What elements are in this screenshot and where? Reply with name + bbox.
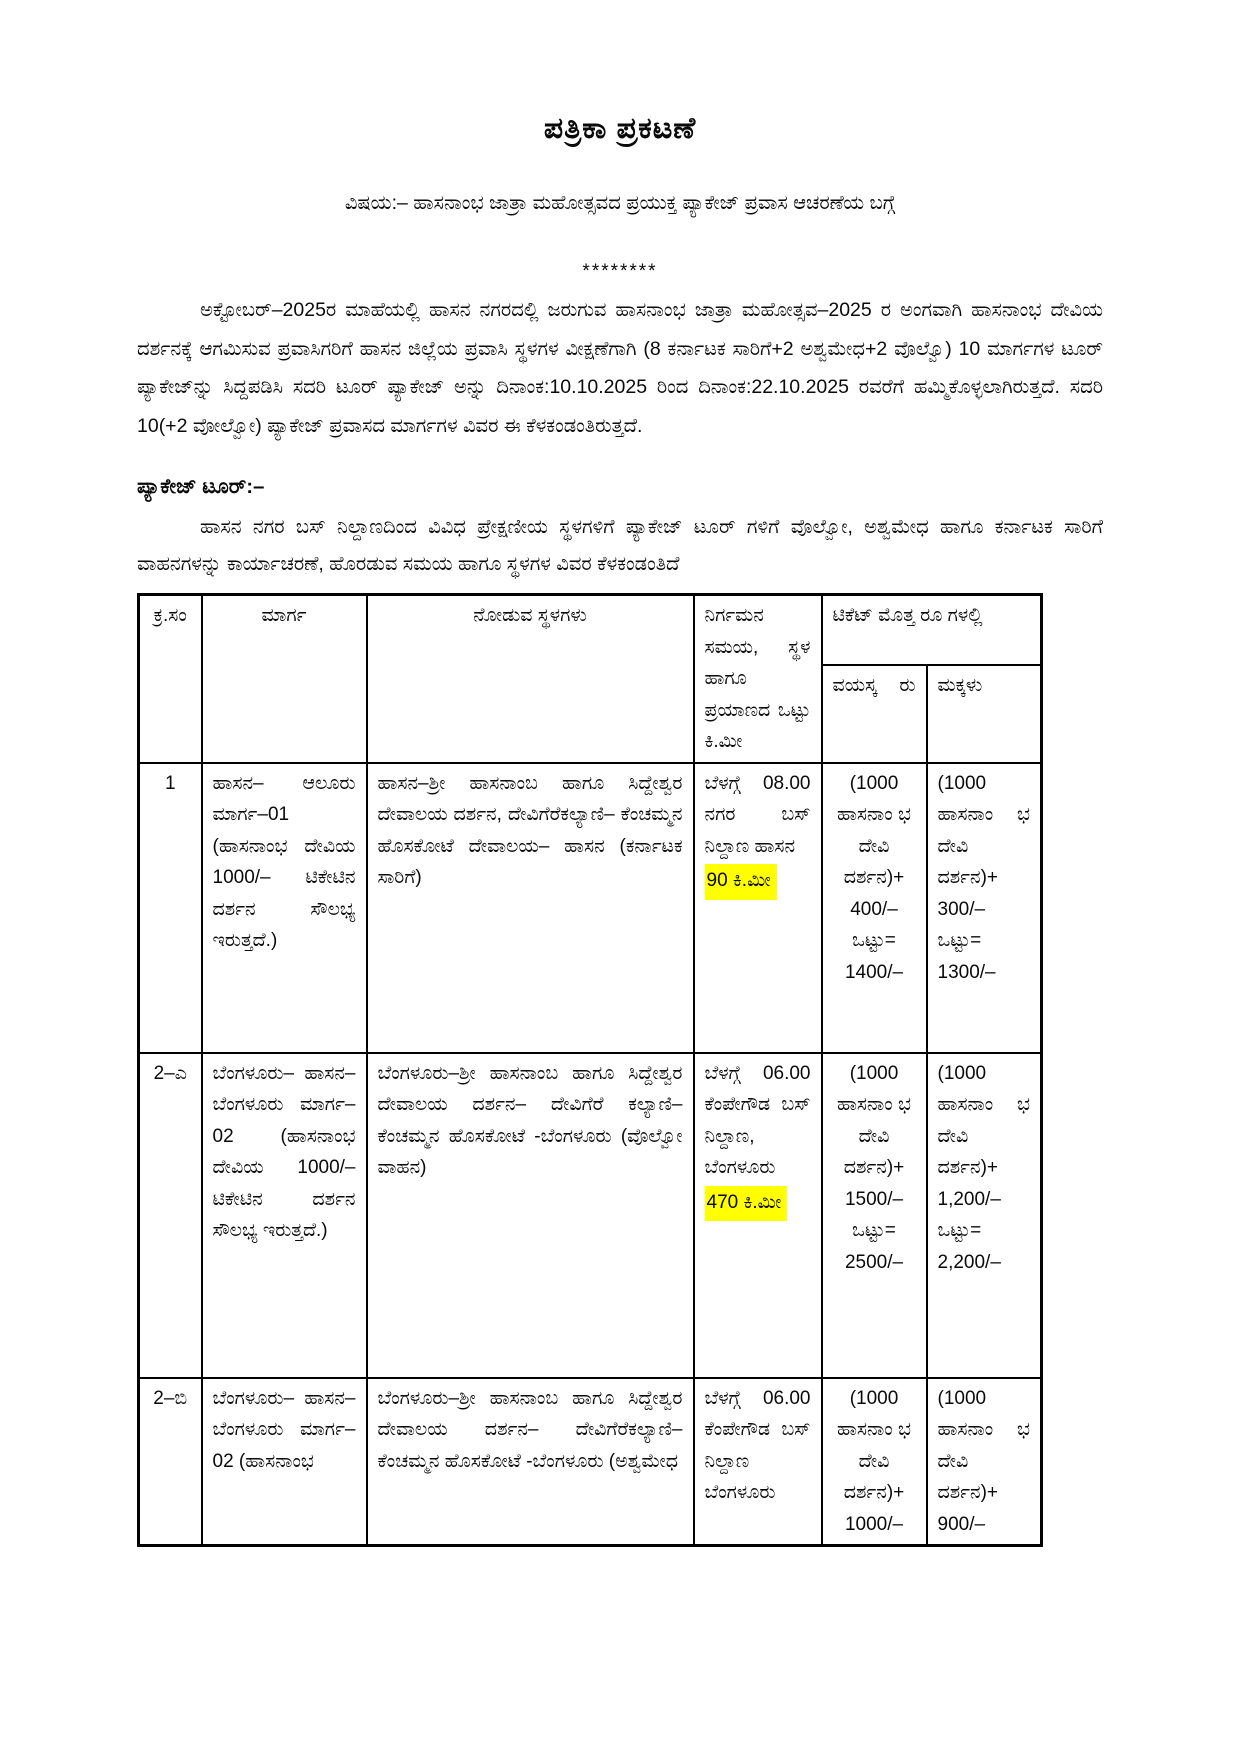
cell-route: ಹಾಸನ– ಆಲೂರು ಮಾರ್ಗ–01 (ಹಾಸನಾಂಭ ದೇವಿಯ 1000/– ಟಿಕೇಟಿನ ದರ್ಶನ ಸೌಲಭ್ಯ ಇರುತ್ತದೆ.) <box>202 763 367 1053</box>
distance-highlight: 90 ಕಿ.ಮೀ <box>705 864 777 900</box>
section-heading: ಪ್ಯಾಕೇಜ್ ಟೂರ್:– <box>137 475 265 498</box>
page-title: ಪತ್ರಿಕಾ ಪ್ರಕಟಣೆ <box>543 112 697 145</box>
cell-adult-fare: (1000 ಹಾಸನಾಂ ಭ ದೇವಿ ದರ್ಶನ)+ 400/– ಒಟ್ಟು= 1400/– <box>822 763 927 1053</box>
col-header-places: ನೋಡುವ ಸ್ಥಳಗಳು <box>367 595 694 763</box>
cell-adult-fare: (1000 ಹಾಸನಾಂ ಭ ದೇವಿ ದರ್ಶನ)+ 1500/– ಒಟ್ಟು= 2500/– <box>822 1053 927 1378</box>
table-header <box>139 595 1042 763</box>
distance-line <box>705 864 811 900</box>
col-header-children: ಮಕ್ಕಳು <box>927 665 1042 763</box>
cell-slno: 1 <box>139 763 202 1053</box>
cell-places: ಹಾಸನ–ಶ್ರೀ ಹಾಸನಾಂಬ ಹಾಗೂ ಸಿದ್ದೇಶ್ವರ ದೇವಾಲಯ ದರ್ಶನ, ದೇವಿಗೆರೆಕಲ್ಯಾಣಿ– ಕೆಂಚಮ್ಮನ ಹೊಸಕೋಟೆ ದೇವಾಲಯ– ಹಾಸನ (ಕರ್ನಾಟಕ ಸಾರಿಗೆ) <box>367 763 694 1053</box>
cell-places: ಬೆಂಗಳೂರು–ಶ್ರೀ ಹಾಸನಾಂಬ ಹಾಗೂ ಸಿದ್ದೇಶ್ವರ ದೇವಾಲಯ ದರ್ಶನ– ದೇವಿಗೆರೆ ಕಲ್ಯಾಣಿ–ಕೆಂಚಮ್ಮನ ಹೊಸಕೋಟೆ -ಬೆಂಗಳೂರು (ವೊಲ್ವೋ ವಾಹನ) <box>367 1053 694 1378</box>
cell-child-fare: (1000 ಹಾಸನಾಂ ಭ ದೇವಿ ದರ್ಶನ)+ 300/– ಒಟ್ಟು= 1300/– <box>927 763 1042 1053</box>
departure-text: ಬೆಳಗ್ಗೆ 06.00 ಕೆಂಪೇಗೌಡ ಬಸ್ ನಿಲ್ದಾಣ, ಬೆಂಗಳೂರು <box>704 1062 811 1178</box>
distance-line <box>705 1186 811 1222</box>
cell-adult-fare: (1000 ಹಾಸನಾಂ ಭ ದೇವಿ ದರ್ಶನ)+ 1000/– <box>822 1378 927 1546</box>
col-header-departure: ನಿರ್ಗಮನ ಸಮಯ, ಸ್ಥಳ ಹಾಗೂ ಪ್ರಯಾಣದ ಒಟ್ಟು ಕಿ.ಮೀ <box>694 595 822 763</box>
cell-places: ಬೆಂಗಳೂರು–ಶ್ರೀ ಹಾಸನಾಂಬ ಹಾಗೂ ಸಿದ್ದೇಶ್ವರ ದೇವಾಲಯ ದರ್ಶನ– ದೇವಿಗೆರೆಕಲ್ಯಾಣಿ– ಕೆಂಚಮ್ಮನ ಹೊಸಕೋಟೆ -ಬೆಂಗಳೂರು (ಅಶ್ವಮೇಧ <box>367 1378 694 1546</box>
col-header-ticket-group: ಟಿಕೆಟ್ ಮೊತ್ತ ರೂ ಗಳಲ್ಲಿ <box>822 595 1042 666</box>
col-header-adults: ವಯಸ್ಕ ರು <box>822 665 927 763</box>
departure-text: ಬೆಳಗ್ಗೆ 08.00 ನಗರ ಬಸ್ ನಿಲ್ದಾಣ ಹಾಸನ <box>704 772 811 857</box>
col-header-slno: ಕ್ರ.ಸಂ <box>139 595 202 763</box>
col-header-route: ಮಾರ್ಗ <box>202 595 367 763</box>
separator-stars: ******** <box>582 261 658 282</box>
table-row <box>139 1378 1042 1546</box>
cell-departure <box>694 1378 822 1546</box>
subject-line: ವಿಷಯ:– ಹಾಸನಾಂಭ ಜಾತ್ರಾ ಮಹೋತ್ಸವದ ಪ್ರಯುಕ್ತ ಪ್ಯಾಕೇಜ್ ಪ್ರವಾಸ ಆಚರಣೆಯ ಬಗ್ಗೆ <box>344 192 896 214</box>
cell-route: ಬೆಂಗಳೂರು– ಹಾಸನ– ಬೆಂಗಳೂರು ಮಾರ್ಗ–02 (ಹಾಸನಾಂಭ <box>202 1378 367 1546</box>
header-row-top <box>139 595 1042 666</box>
tour-package-table <box>137 593 1043 1547</box>
departure-text: ಬೆಳಗ್ಗೆ 06.00 ಕೆಂಪೇಗೌಡ ಬಸ್ ನಿಲ್ದಾಣ ಬೆಂಗಳೂರು <box>704 1387 811 1503</box>
table-row <box>139 1053 1042 1378</box>
cell-child-fare: (1000 ಹಾಸನಾಂ ಭ ದೇವಿ ದರ್ಶನ)+ 900/– <box>927 1378 1042 1546</box>
cell-departure <box>694 763 822 1053</box>
cell-slno: 2–ಬಿ <box>139 1378 202 1546</box>
cell-departure <box>694 1053 822 1378</box>
cell-route: ಬೆಂಗಳೂರು– ಹಾಸನ– ಬೆಂಗಳೂರು ಮಾರ್ಗ–02 (ಹಾಸನಾಂಭ ದೇವಿಯ 1000/– ಟಿಕೇಟಿನ ದರ್ಶನ ಸೌಲಭ್ಯ ಇರುತ್ತದೆ.) <box>202 1053 367 1378</box>
distance-highlight: 470 ಕಿ.ಮೀ <box>705 1186 788 1222</box>
table-row <box>139 763 1042 1053</box>
cell-slno: 2–ಎ <box>139 1053 202 1378</box>
cell-child-fare: (1000 ಹಾಸನಾಂ ಭ ದೇವಿ ದರ್ಶನ)+ 1,200/– ಒಟ್ಟು= 2,200/– <box>927 1053 1042 1378</box>
intro-paragraph: ಅಕ್ಟೋಬರ್–2025ರ ಮಾಹೆಯಲ್ಲಿ ಹಾಸನ ನಗರದಲ್ಲಿ ಜರುಗುವ ಹಾಸನಾಂಭ ಜಾತ್ರಾ ಮಹೋತ್ಸವ–2025 ರ ಅಂಗವಾಗಿ ಹಾಸನಾಂಭ ದೇವಿಯ ದರ್ಶನಕ್ಕೆ ಆಗಮಿಸುವ ಪ್ರವಾಸಿಗರಿಗೆ ಹಾಸನ ಜಿಲ್ಲೆಯ ಪ್ರವಾಸಿ ಸ್ಥಳಗಳ ವೀಕ್ಷಣೆಗಾಗಿ (8 ಕರ್ನಾಟಕ ಸಾರಿಗೆ+2 ಅಶ್ವಮೇಧ+2 ವೊಲ್ವೊ) 10 ಮಾರ್ಗಗಳ ಟೂರ್ ಪ್ಯಾಕೇಜ್‌ನ್ನು ಸಿದ್ದಪಡಿಸಿ ಸದರಿ ಟೂರ್ ಪ್ಯಾಕೇಜ್ ಅನ್ನು ದಿನಾಂಕ:10.10.2025 ರಿಂದ ದಿನಾಂಕ:22.10.2025 ರವರೆಗೆ ಹಮ್ಮಿಕೊಳ್ಳಲಾಗಿರುತ್ತದೆ. ಸದರಿ 10(+2 ವೋಲ್ವೋ) ಪ್ಯಾಕೇಜ್ ಪ್ರವಾಸದ ಮಾರ್ಗಗಳ ವಿವರ ಈ ಕೆಳಕಂಡಂತಿರುತ್ತದೆ. <box>137 299 1103 437</box>
section-paragraph: ಹಾಸನ ನಗರ ಬಸ್ ನಿಲ್ದಾಣದಿಂದ ವಿವಿಧ ಪ್ರೇಕ್ಷಣೀಯ ಸ್ಥಳಗಳಿಗೆ ಪ್ಯಾಕೇಜ್ ಟೂರ್ ಗಳಿಗೆ ವೊಲ್ವೋ, ಅಶ್ವಮೇಧ ಹಾಗೂ ಕರ್ನಾಟಕ ಸಾರಿಗೆ ವಾಹನಗಳನ್ನು ಕಾರ್ಯಾಚರಣೆ, ಹೊರಡುವ ಸಮಯ ಹಾಗೂ ಸ್ಥಳಗಳ ವಿವರ ಕೆಳಕಂಡಂತಿದೆ <box>137 516 1103 575</box>
